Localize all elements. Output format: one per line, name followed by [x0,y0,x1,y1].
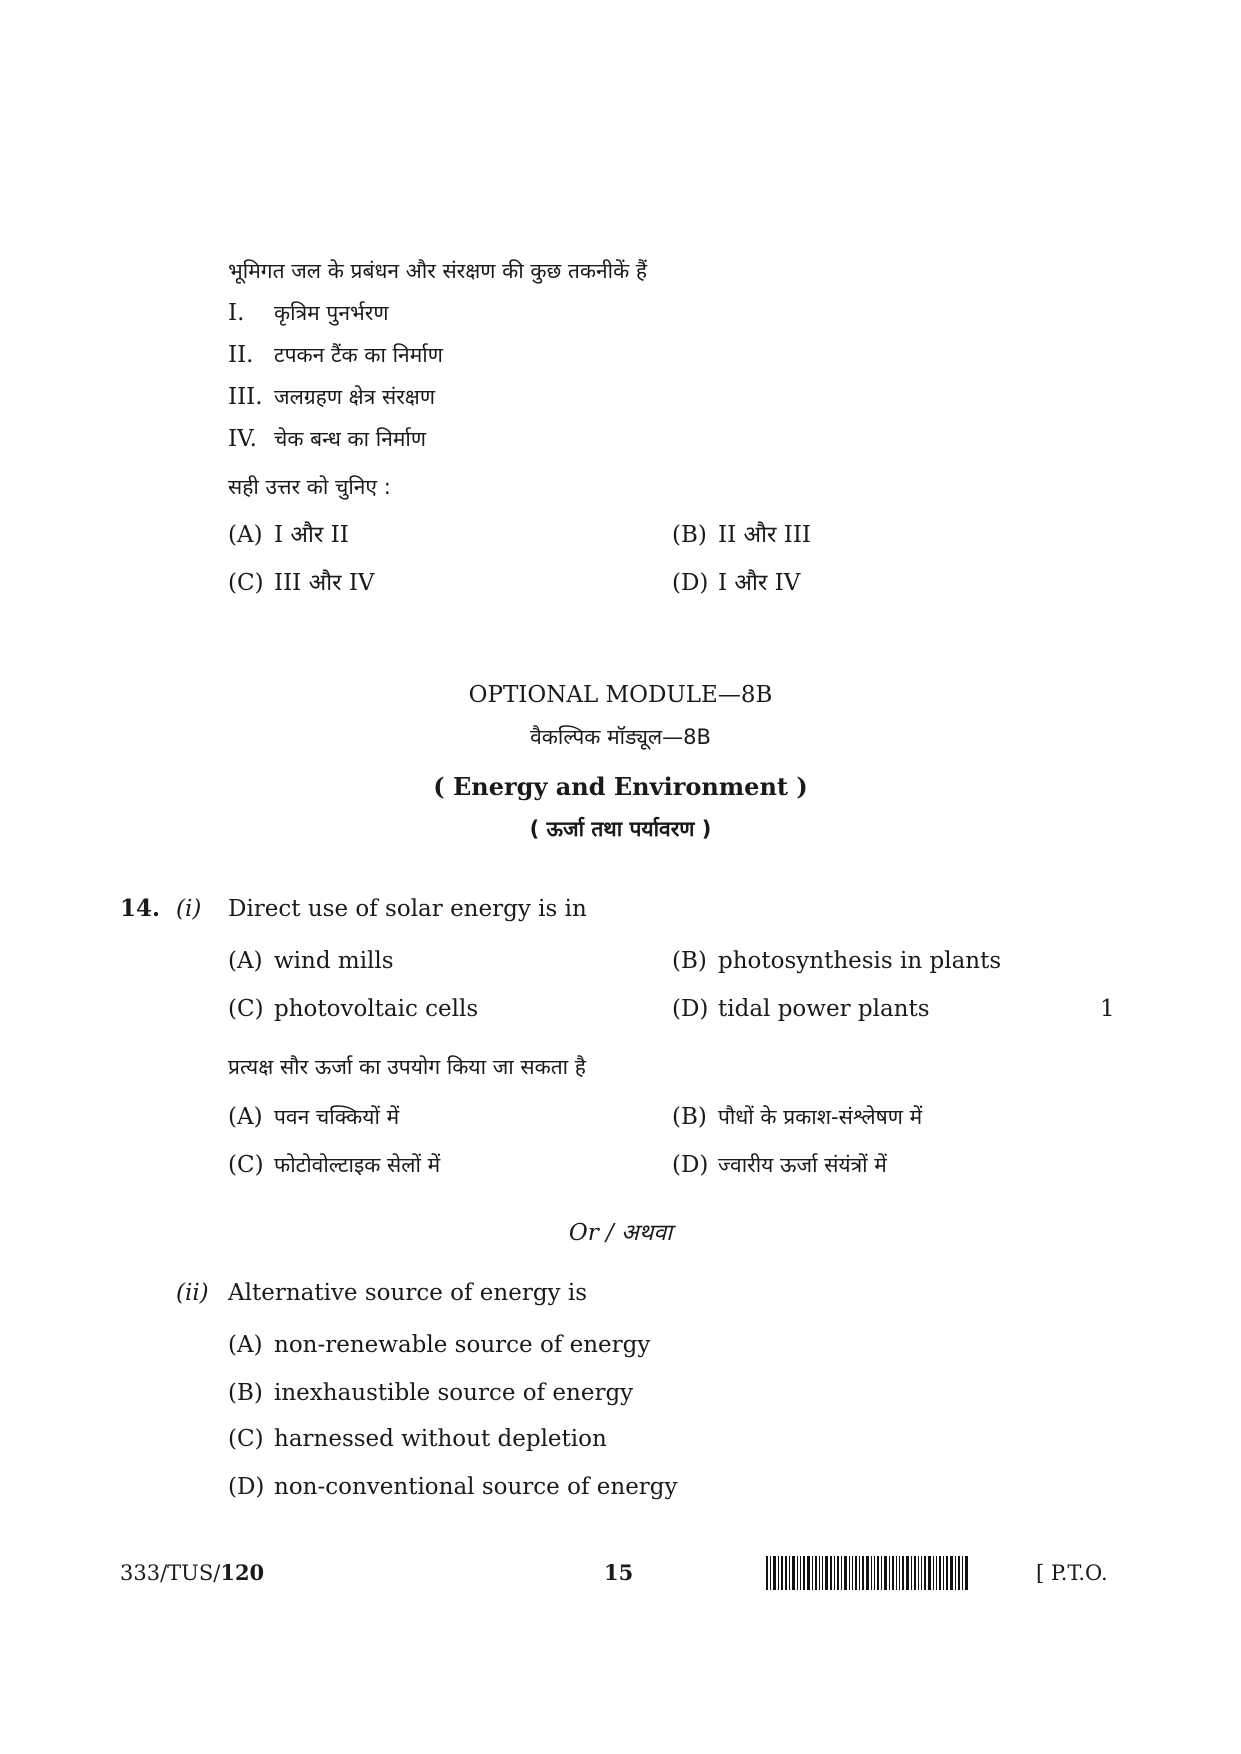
barcode-stripe [862,1556,864,1590]
barcode-stripe [797,1556,798,1590]
barcode-stripe [965,1556,968,1590]
barcode-stripe [849,1556,850,1590]
part-i-label: (i) [176,896,202,922]
barcode-stripe [859,1556,860,1590]
part-ii-option-d [228,1472,678,1502]
q13-item-2 [228,340,443,370]
q13-option-b-label: (B) [672,522,707,548]
barcode-stripe [803,1556,805,1590]
part-i-option-d [672,994,930,1024]
barcode-stripe [921,1556,922,1590]
barcode-stripe [871,1556,872,1590]
barcode-stripe [792,1556,795,1590]
barcode-stripe [896,1556,897,1590]
part-i-hi-option-b [672,1102,922,1132]
q13-option-d-text: I और IV [718,570,801,596]
question-number: 14. [120,895,161,922]
barcode-stripe [815,1556,817,1590]
q13-item-4-num: IV. [228,426,257,452]
module-subject-hi [0,814,1241,844]
part-i-hi-option-d-text: ज्वारीय ऊर्जा संयंत्रों में [718,1153,887,1177]
q13-item-3-text: जलग्रहण क्षेत्र संरक्षण [274,385,436,409]
paper-code [120,1558,264,1588]
barcode-stripe [918,1556,919,1590]
part-i-stem-en: Direct use of solar energy is in [228,896,587,922]
barcode-stripe [819,1556,820,1590]
barcode-stripe [852,1556,853,1590]
barcode-stripe [939,1556,941,1590]
part-ii-stem-en: Alternative source of energy is [228,1280,588,1306]
barcode-stripe [800,1556,801,1590]
barcode-stripe [807,1556,810,1590]
module-subject-en: ( Energy and Environment ) [433,772,808,801]
part-ii-option-d-text: non-conventional source of energy [274,1474,678,1500]
barcode-stripe [889,1556,890,1590]
q13-item-1-text: कृत्रिम पुनर्भरण [274,301,389,325]
barcode-stripe [778,1556,779,1590]
paper-code-set: 120 [220,1560,265,1585]
barcode-stripe [928,1556,931,1590]
q13-stem-hindi: भूमिगत जल के प्रबंधन और संरक्षण की कुछ तकनीकें हैं [228,259,648,283]
barcode-stripe [812,1556,813,1590]
part-ii-option-a-label: (A) [228,1332,263,1358]
part-i-option-d-label: (D) [672,996,709,1022]
barcode-stripe [822,1556,823,1590]
part-i-hi-option-c [228,1150,440,1180]
barcode-stripe [866,1556,869,1590]
part-i-option-b-text: photosynthesis in plants [718,948,1002,974]
or-separator: Or / अथवा [568,1220,673,1246]
barcode-stripe [785,1556,787,1590]
part-i-hi-option-a-text: पवन चक्कियों में [274,1105,400,1129]
barcode-stripe [766,1556,768,1590]
part-i-option-a-text: wind mills [274,948,394,974]
barcode-stripe [936,1556,937,1590]
barcode-stripe [877,1556,879,1590]
barcode-stripe [855,1556,857,1590]
barcode-stripe [825,1556,828,1590]
barcode-stripe [914,1556,916,1590]
barcode-icon [766,1556,1022,1590]
part-i-option-c-label: (C) [228,996,264,1022]
barcode-stripe [881,1556,882,1590]
part-i-hi-option-b-text: पौधों के प्रकाश-संश्लेषण में [718,1105,923,1129]
part-i-stem-hi: प्रत्यक्ष सौर ऊर्जा का उपयोग किया जा सकता है [228,1055,586,1079]
q13-item-3-num: III. [228,384,263,410]
barcode-stripe [950,1556,953,1590]
part-i-option-d-text: tidal power plants [718,996,930,1022]
barcode-stripe [955,1556,956,1590]
part-ii-option-a-text: non-renewable source of energy [274,1332,651,1358]
q13-option-c [228,568,375,598]
part-i-option-b-label: (B) [672,948,707,974]
q13-option-a-text: I और II [274,522,349,548]
q13-option-b-text: II और III [718,522,811,548]
barcode-stripe [946,1556,948,1590]
barcode-stripe [943,1556,944,1590]
q13-option-d [672,568,800,598]
part-i-hi-option-c-label: (C) [228,1152,264,1178]
q13-option-c-label: (C) [228,570,264,596]
barcode-stripe [841,1556,842,1590]
barcode-stripe [770,1556,771,1590]
barcode-stripe [884,1556,887,1590]
barcode-stripe [924,1556,926,1590]
part-ii-option-c [228,1424,607,1454]
part-ii-option-d-label: (D) [228,1474,265,1500]
part-i-option-c [228,994,478,1024]
q13-option-b [672,520,811,550]
module-subject-hi-text: ( ऊर्जा तथा पर्यावरण ) [529,817,712,841]
part-ii-label: (ii) [176,1280,209,1306]
part-i-option-a [228,946,394,976]
part-ii-option-b [228,1378,633,1408]
part-ii-option-c-text: harnessed without depletion [274,1426,607,1452]
barcode-stripe [958,1556,960,1590]
q13-option-a-label: (A) [228,522,263,548]
module-title-hi-text: वैकल्पिक मॉड्यूल—8B [530,725,711,749]
barcode-stripe [874,1556,875,1590]
q13-item-1 [228,298,389,328]
part-i-hi-option-a-label: (A) [228,1104,263,1130]
barcode-stripe [844,1556,847,1590]
part-i-hi-option-b-label: (B) [672,1104,707,1130]
q13-item-3 [228,382,435,412]
page-number: 15 [604,1560,634,1585]
q13-option-c-text: III और IV [274,570,375,596]
part-i-hi-option-a [228,1102,399,1132]
q13-item-2-num: II. [228,342,254,368]
part-i-option-b [672,946,1001,976]
barcode-stripe [911,1556,912,1590]
paper-code-prefix: 333/TUS/ [120,1561,221,1585]
q13-instruction: सही उत्तर को चुनिए : [228,475,391,499]
barcode-stripe [899,1556,900,1590]
barcode-stripe [933,1556,934,1590]
part-ii-option-b-text: inexhaustible source of energy [274,1380,634,1406]
part-ii-option-c-label: (C) [228,1426,264,1452]
barcode-stripe [837,1556,839,1590]
part-ii-option-a [228,1330,650,1360]
part-i-option-c-text: photovoltaic cells [274,996,479,1022]
barcode-stripe [962,1556,963,1590]
part-i-hi-option-c-text: फोटोवोल्टाइक सेलों में [274,1153,441,1177]
barcode-stripe [830,1556,832,1590]
part-i-hi-option-d-label: (D) [672,1152,709,1178]
q13-item-1-num: I. [228,300,245,326]
barcode-stripe [781,1556,783,1590]
module-title-hi [0,722,1241,752]
barcode-stripe [892,1556,894,1590]
module-title-en: OPTIONAL MODULE—8B [468,682,773,708]
q13-option-d-label: (D) [672,570,709,596]
part-ii-option-b-label: (B) [228,1380,263,1406]
part-i-hi-option-d [672,1150,887,1180]
q13-item-4 [228,424,426,454]
q13-item-4-text: चेक बन्ध का निर्माण [274,427,427,451]
pto-label: [ P.T.O. [1036,1561,1108,1585]
barcode-stripe [902,1556,904,1590]
barcode-stripe [906,1556,909,1590]
marks: 1 [1100,996,1115,1022]
q13-option-a [228,520,349,550]
part-i-option-a-label: (A) [228,948,263,974]
q13-item-2-text: टपकन टैंक का निर्माण [274,343,443,367]
barcode-stripe [834,1556,835,1590]
barcode-stripe [789,1556,790,1590]
barcode-stripe [773,1556,776,1590]
